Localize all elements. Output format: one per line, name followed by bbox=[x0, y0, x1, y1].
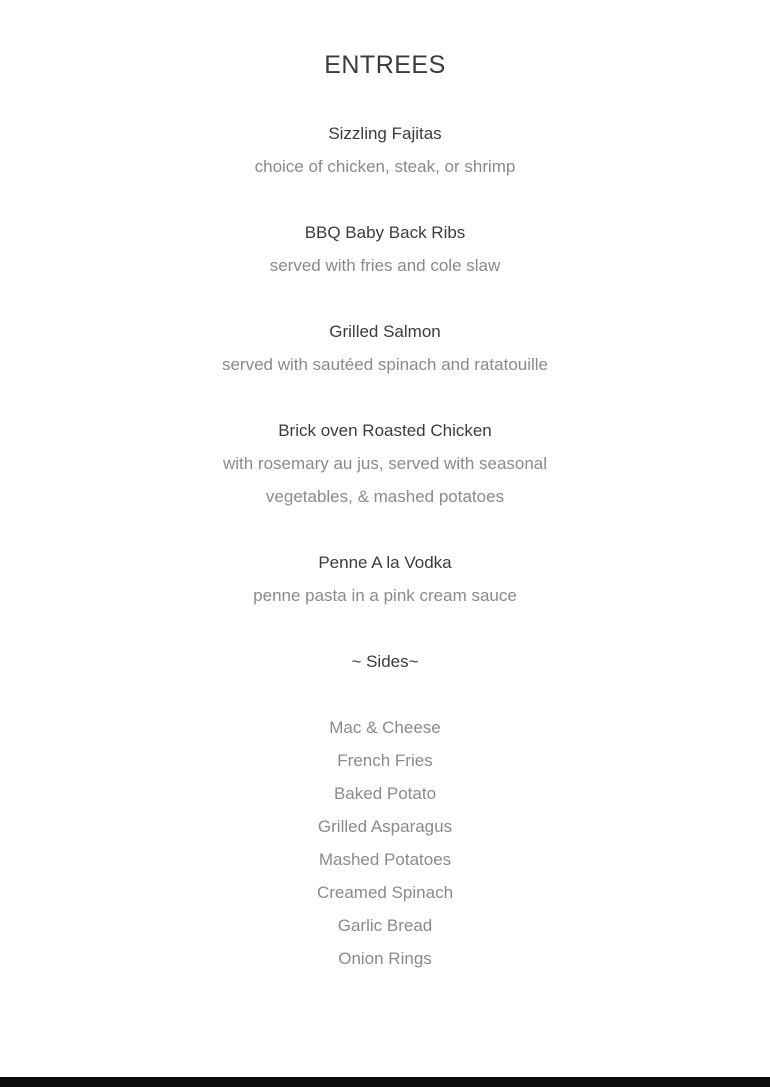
menu-item-name: Brick oven Roasted Chicken bbox=[278, 421, 492, 440]
menu-item bbox=[0, 546, 770, 612]
menu-item-description: with rosemary au jus, served with seasonal bbox=[222, 454, 548, 473]
menu-item-name: Penne A la Vodka bbox=[318, 553, 452, 572]
entrees-heading: ENTREES bbox=[324, 51, 446, 79]
menu-item-description: served with fries and cole slaw bbox=[269, 256, 501, 275]
menu-item bbox=[0, 414, 770, 513]
menu-item-description: choice of chicken, steak, or shrimp bbox=[254, 157, 516, 176]
side-item: Mac & Cheese bbox=[329, 718, 441, 737]
side-item: Baked Potato bbox=[333, 784, 437, 803]
menu-item bbox=[0, 216, 770, 282]
menu-item-name: BBQ Baby Back Ribs bbox=[304, 223, 466, 242]
sides-heading: ~ Sides~ bbox=[351, 652, 419, 671]
menu-item bbox=[0, 117, 770, 183]
side-item: Creamed Spinach bbox=[316, 883, 454, 902]
side-item: Onion Rings bbox=[338, 949, 432, 968]
menu-item-description: penne pasta in a pink cream sauce bbox=[253, 586, 517, 605]
side-item: Garlic Bread bbox=[337, 916, 433, 935]
menu-item-name: Grilled Salmon bbox=[329, 322, 441, 341]
menu-item bbox=[0, 315, 770, 381]
side-item: Mashed Potatoes bbox=[318, 850, 452, 869]
menu-item-description: served with sautéed spinach and ratatouille bbox=[221, 355, 549, 374]
side-item: French Fries bbox=[337, 751, 433, 770]
menu-item-name: Sizzling Fajitas bbox=[328, 124, 442, 143]
menu-item-description: vegetables, & mashed potatoes bbox=[265, 487, 505, 506]
entrees-item-list bbox=[0, 117, 770, 612]
side-item: Grilled Asparagus bbox=[317, 817, 453, 836]
sides-item-list bbox=[0, 711, 770, 975]
footer-bar bbox=[0, 1077, 770, 1087]
